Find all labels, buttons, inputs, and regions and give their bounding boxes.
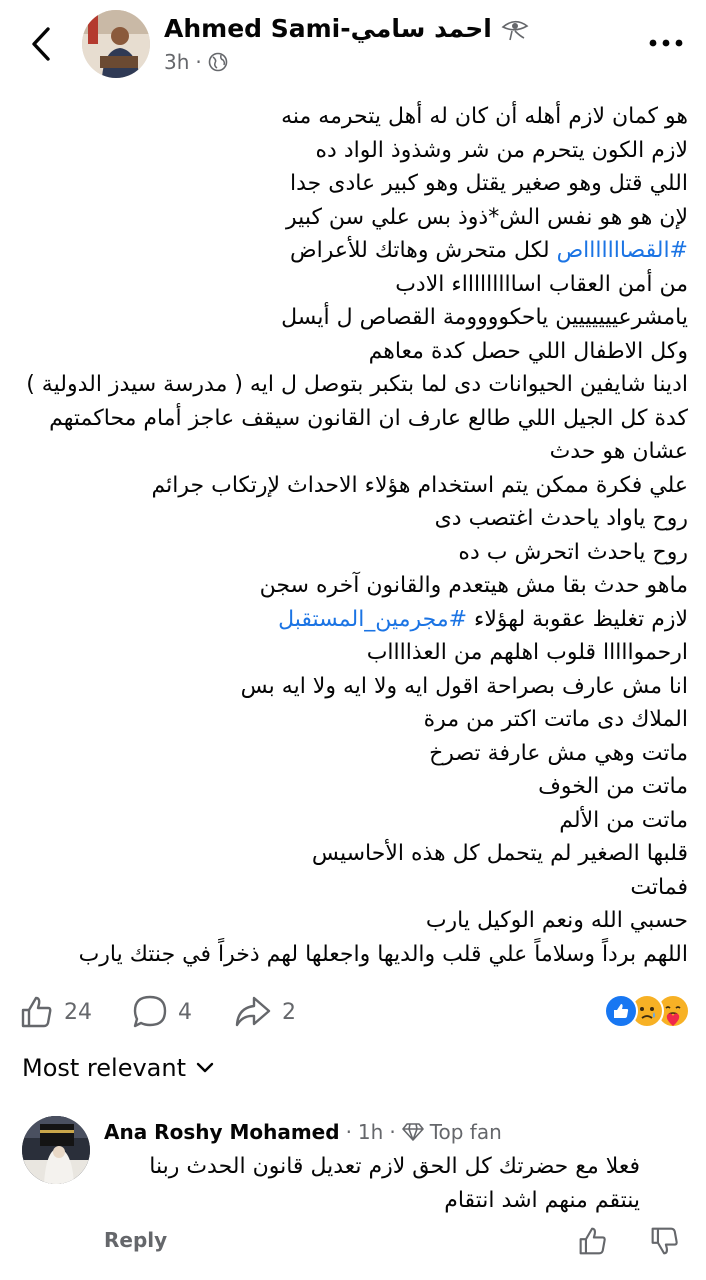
more-dots-icon <box>649 39 683 47</box>
post-line-text: لازم تغليظ عقوبة لهؤلاء <box>467 606 688 632</box>
chevron-down-icon <box>196 1062 214 1074</box>
reaction-emojis[interactable] <box>612 994 690 1028</box>
post-line: الملاك دى ماتت اكتر من مرة <box>423 707 688 732</box>
post-line: علي فكرة ممكن يتم استخدام هؤلاء الاحداث لإرتكاب جرائم <box>151 472 688 498</box>
comment-bubble-icon <box>132 994 168 1030</box>
diamond-badge-icon <box>402 1122 424 1142</box>
thumbs-up-icon <box>20 995 54 1029</box>
hashtag-link[interactable]: #مجرمين_المستقبل <box>278 606 468 632</box>
like-count: 24 <box>64 999 92 1025</box>
post-line: قلبها الصغير لم يتحمل كل هذه الأحاسيس <box>311 841 688 866</box>
comment-body <box>104 1150 640 1218</box>
post-meta <box>164 50 228 74</box>
comment-line: فعلا مع حضرتك كل الحق لازم تعديل قانون الحدث ربنا <box>149 1154 640 1179</box>
thumbs-up-icon <box>578 1226 608 1256</box>
sort-label: Most relevant <box>22 1054 187 1082</box>
share-button[interactable] <box>234 990 296 1034</box>
more-options-button[interactable] <box>644 28 688 58</box>
share-count: 2 <box>282 999 296 1025</box>
post-line: روح ياحدث اتحرش ب ده <box>458 539 688 565</box>
meta-separator: · <box>195 50 202 74</box>
post-line: لازم الكون يتحرم من شر وشذوذ الواد ده <box>315 137 688 163</box>
comment-header <box>104 1120 502 1144</box>
back-button[interactable] <box>24 22 58 66</box>
post-line: لإن هو هو نفس الش*ذوذ بس علي سن كبير <box>286 204 688 230</box>
chevron-left-icon <box>30 26 52 62</box>
post-line: من أمن العقاب اساااااااااء الادب <box>395 271 688 297</box>
eye-of-horus-icon <box>500 16 530 42</box>
globe-icon <box>208 52 228 72</box>
post-line: انا مش عارف بصراحة اقول ايه ولا ايه ولا ايه بس <box>240 673 688 699</box>
post-line: كدة كل الجيل اللي طالع عارف ان القانون سيقف عاجز أمام محاكمتهم عشان هو حدث <box>49 405 688 464</box>
post-line: ماتت وهي مش عارفة تصرخ <box>429 740 688 766</box>
top-fan-badge: Top fan <box>429 1120 502 1144</box>
author-avatar[interactable] <box>82 10 150 78</box>
post-line: روح ياواد ياحدث اغتصب دى <box>434 506 688 531</box>
share-arrow-icon <box>234 995 272 1029</box>
post-line: فماتت <box>630 874 688 900</box>
author-name-text[interactable]: Ahmed Sami-احمد سامي <box>164 14 492 43</box>
author-name[interactable] <box>164 14 530 43</box>
post-time[interactable]: 3h <box>164 50 190 74</box>
comment-dislike-button[interactable] <box>650 1226 680 1260</box>
reactions-bar <box>0 990 706 1036</box>
commenter-avatar[interactable] <box>22 1116 90 1184</box>
post-line: يامشرعييييييين ياحكوووومة القصاص ل أيسل <box>281 305 688 330</box>
post-line: ماتت من الخوف <box>538 774 688 799</box>
meta-separator: · <box>345 1120 352 1144</box>
post-line-hashtag <box>16 234 688 268</box>
commenter-name[interactable]: Ana Roshy Mohamed <box>104 1120 340 1144</box>
post-line-text: لكل متحرش وهاتك للأعراض <box>290 238 557 263</box>
comment-sort-dropdown[interactable] <box>22 1054 214 1082</box>
post-line: حسبي الله ونعم الوكيل يارب <box>425 908 688 933</box>
post-body <box>16 100 688 971</box>
comment-like-button[interactable] <box>578 1226 608 1260</box>
post-line: ماهو حدث بقا مش هيتعدم والقانون آخره سجن <box>259 573 688 598</box>
hashtag-link[interactable]: #القصاااااااص <box>556 238 688 263</box>
post-line: اللي قتل وهو صغير يقتل وهو كبير عادى جدا <box>290 171 688 196</box>
post-line: وكل الاطفال اللي حصل كدة معاهم <box>368 338 688 364</box>
reply-button[interactable]: Reply <box>104 1228 168 1252</box>
comment-count: 4 <box>178 999 192 1025</box>
comment-time: 1h <box>357 1120 384 1144</box>
post-line: اللهم برداً وسلاماً علي قلب والديها واجعلها لهم ذخراً في جنتك يارب <box>78 941 688 967</box>
comment-button[interactable] <box>132 990 192 1034</box>
post-line: ماتت من الألم <box>559 807 688 833</box>
post-header <box>0 0 706 96</box>
like-button[interactable] <box>20 990 92 1034</box>
post-line-hashtag <box>16 603 688 637</box>
post-line: ادينا شايفين الحيوانات دى لما بتكبر بتوصل ل ايه ( مدرسة سيدز الدولية ) <box>26 372 688 397</box>
meta-separator: · <box>389 1120 396 1144</box>
post-line: هو كمان لازم أهله أن كان له أهل يتحرمه منه <box>281 104 688 129</box>
like-reaction-icon <box>604 994 638 1028</box>
comment-line: ينتقم منهم اشد انتقام <box>444 1188 640 1213</box>
post-line: ارحموااااا قلوب اهلهم من العذااااب <box>366 640 688 665</box>
thumbs-down-icon <box>650 1226 680 1256</box>
